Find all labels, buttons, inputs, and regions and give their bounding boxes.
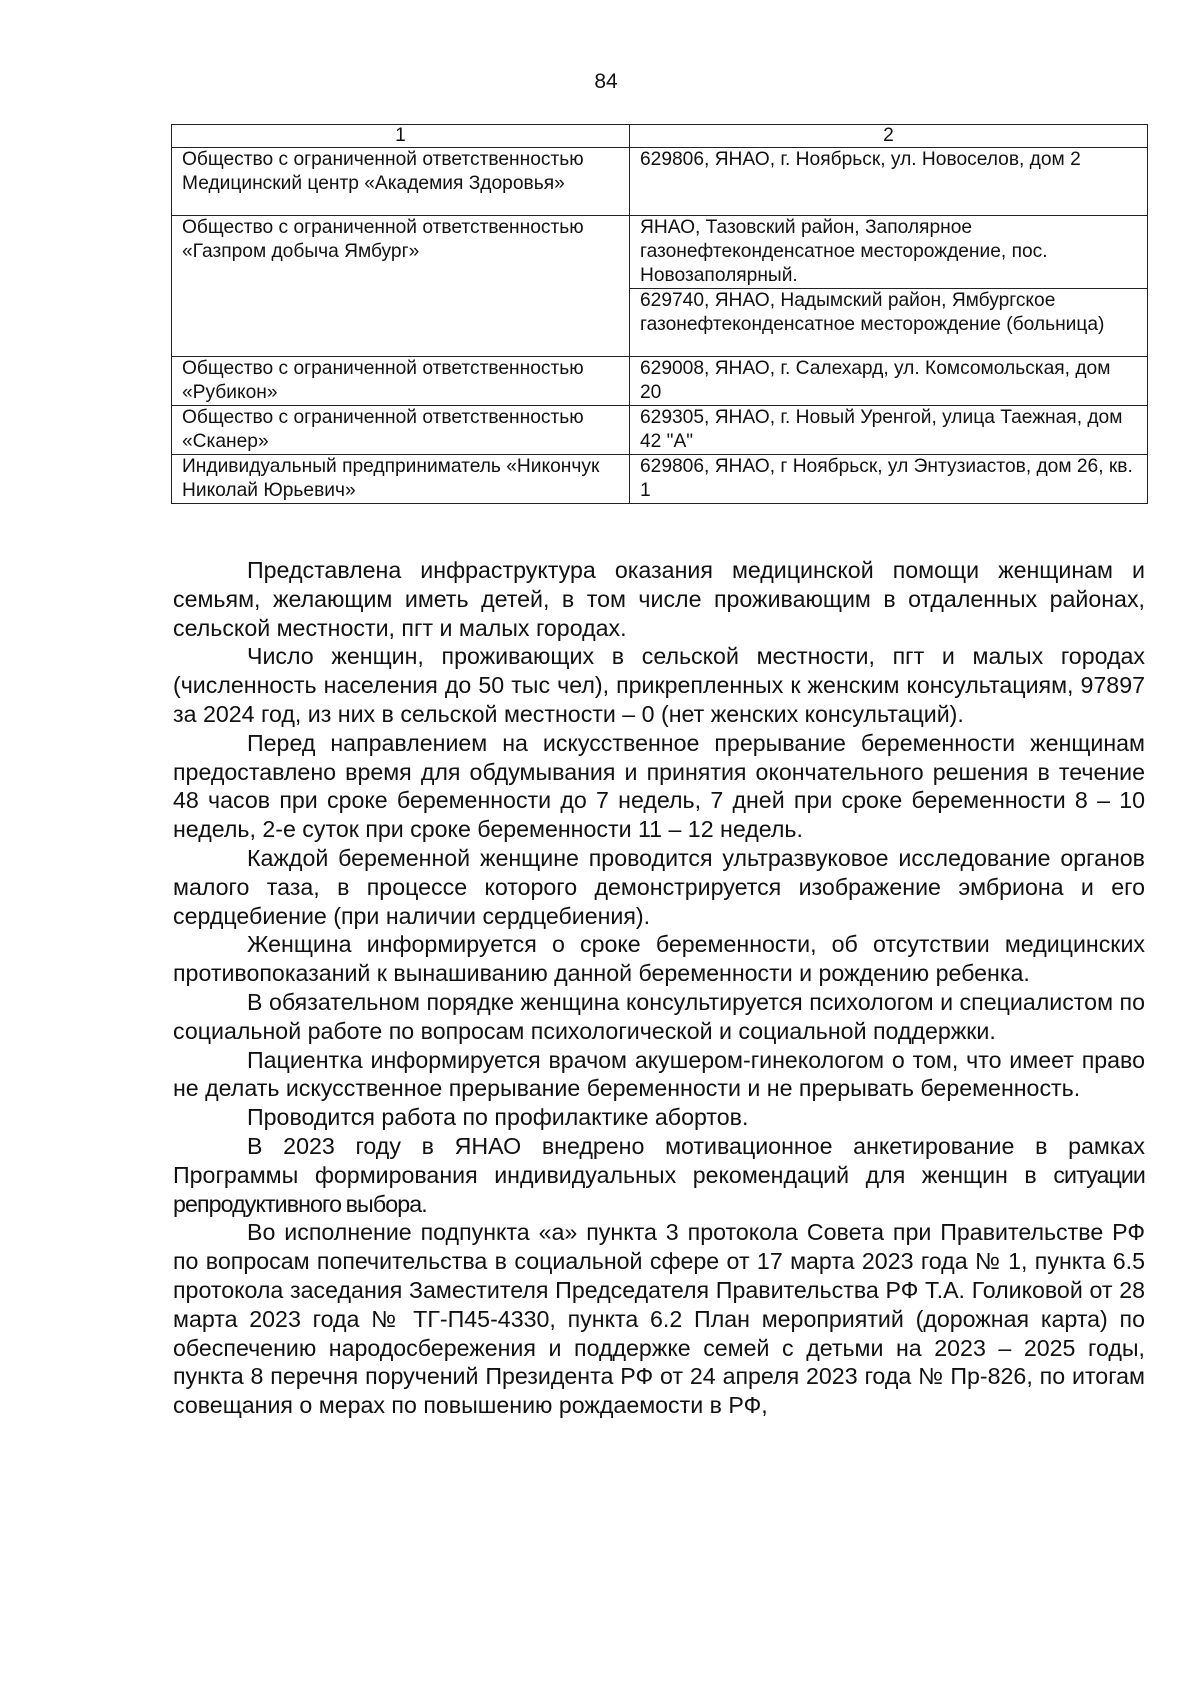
paragraph: Представлена инфраструктура оказания медицинской помощи женщинам и семьям, желающим иметь детей, в том числе проживающим в отдаленных районах, сельской местности, пгт и малых городах. [173, 557, 1145, 641]
address-cell: 629008, ЯНАО, г. Салехард, ул. Комсомольская, дом 20 [630, 357, 1148, 406]
paragraph: Каждой беременной женщине проводится ультразвуковое исследование органов малого таза, в процессе которого демонстрируется изображение эмбриона и его сердцебиение (при наличии сердцебиения). [173, 844, 1145, 929]
paragraph: Число женщин, проживающих в сельской местности, пгт и малых городах (численность населения до 50 тыс чел), прикрепленных к женским консультациям, 97897 за 2024 год, из них в сельской местности – 0 (нет женских консультаций). [173, 643, 1145, 727]
address-cell: 629740, ЯНАО, Надымский район, Ямбургское газонефтеконденсатное месторождение (больница) [630, 289, 1148, 357]
organization-name-cell: Общество с ограниченной ответственностью Медицинский центр «Академия Здоровья» [172, 148, 630, 216]
table-row [172, 406, 1148, 455]
paragraph: Во исполнение подпункта «а» пункта 3 протокола Совета при Правительстве РФ по вопросам попечительства в социальной сфере от 17 марта 2023 года № 1, пункта 6.5 протокола заседания Заместителя Председателя Правительства РФ Т.А. Голиковой от 28 марта 2023 года № ТГ-П45-4330, пункта 6.2 План мероприятий (дорожная карта) по обеспечению народосбережения и поддержке семей с детьми на 2023 – 2025 годы, пункта 8 перечня поручений Президента РФ от 24 апреля 2023 года № Пр-826, по итогам совещания о мерах по повышению рождаемости в РФ, [173, 1219, 1145, 1419]
page-number: 84 [594, 70, 618, 93]
table-row [172, 148, 1148, 216]
table-row [172, 357, 1148, 406]
table-row [172, 455, 1148, 504]
organization-name-cell: Общество с ограниченной ответственностью «Сканер» [172, 406, 630, 455]
table-row [172, 216, 1148, 289]
table-header-cell: 1 [172, 125, 630, 148]
organization-name-cell: Индивидуальный предприниматель «Никончук Николай Юрьевич» [172, 455, 630, 504]
table-header-cell: 2 [630, 125, 1148, 148]
paragraph: Пациентка информируется врачом акушером-гинекологом о том, что имеет право не делать искусственное прерывание беременности и не прерывать беременность. [173, 1046, 1145, 1102]
address-cell: ЯНАО, Тазовский район, Заполярное газонефтеконденсатное месторождение, пос. Новозаполярный. [630, 216, 1148, 289]
address-cell: 629806, ЯНАО, г. Ноябрьск, ул. Новоселов, дом 2 [630, 148, 1148, 216]
address-cell: 629305, ЯНАО, г. Новый Уренгой, улица Таежная, дом 42 "А" [630, 406, 1148, 455]
paragraph: Перед направлением на искусственное прерывание беременности женщинам предоставлено время для обдумывания и принятия окончательного решения в течение 48 часов при сроке беременности до 7 недель, 7 дней при сроке беременности 8 – 10 недель, 2-е суток при сроке беременности 11 – 12 недель. [173, 729, 1145, 843]
paragraph: Проводится работа по профилактике абортов. [247, 1104, 749, 1131]
paragraph-questionnaire-tail: ситуации репродуктивного выбора. [173, 1161, 1145, 1217]
paragraph-questionnaire-main: В 2023 году в ЯНАО внедрено мотивационное анкетирование в рамках Программы формирования индивидуальных рекомендаций для женщин в [173, 1132, 1145, 1188]
paragraph: Женщина информируется о сроке беременности, об отсутствии медицинских противопоказаний к вынашиванию данной беременности и рождению ребенка. [173, 931, 1145, 987]
organization-name-cell: Общество с ограниченной ответственностью «Газпром добыча Ямбург» [172, 216, 630, 357]
organizations-table [171, 124, 1148, 504]
address-cell: 629806, ЯНАО, г Ноябрьск, ул Энтузиастов, дом 26, кв. 1 [630, 455, 1148, 504]
table-header-row [172, 125, 1148, 148]
organization-name-cell: Общество с ограниченной ответственностью «Рубикон» [172, 357, 630, 406]
paragraph-questionnaire [173, 1132, 1145, 1218]
body-text [173, 556, 1145, 1420]
paragraph: В обязательном порядке женщина консультируется психологом и специалистом по социальной работе по вопросам психологической и социальной поддержки. [173, 988, 1145, 1044]
